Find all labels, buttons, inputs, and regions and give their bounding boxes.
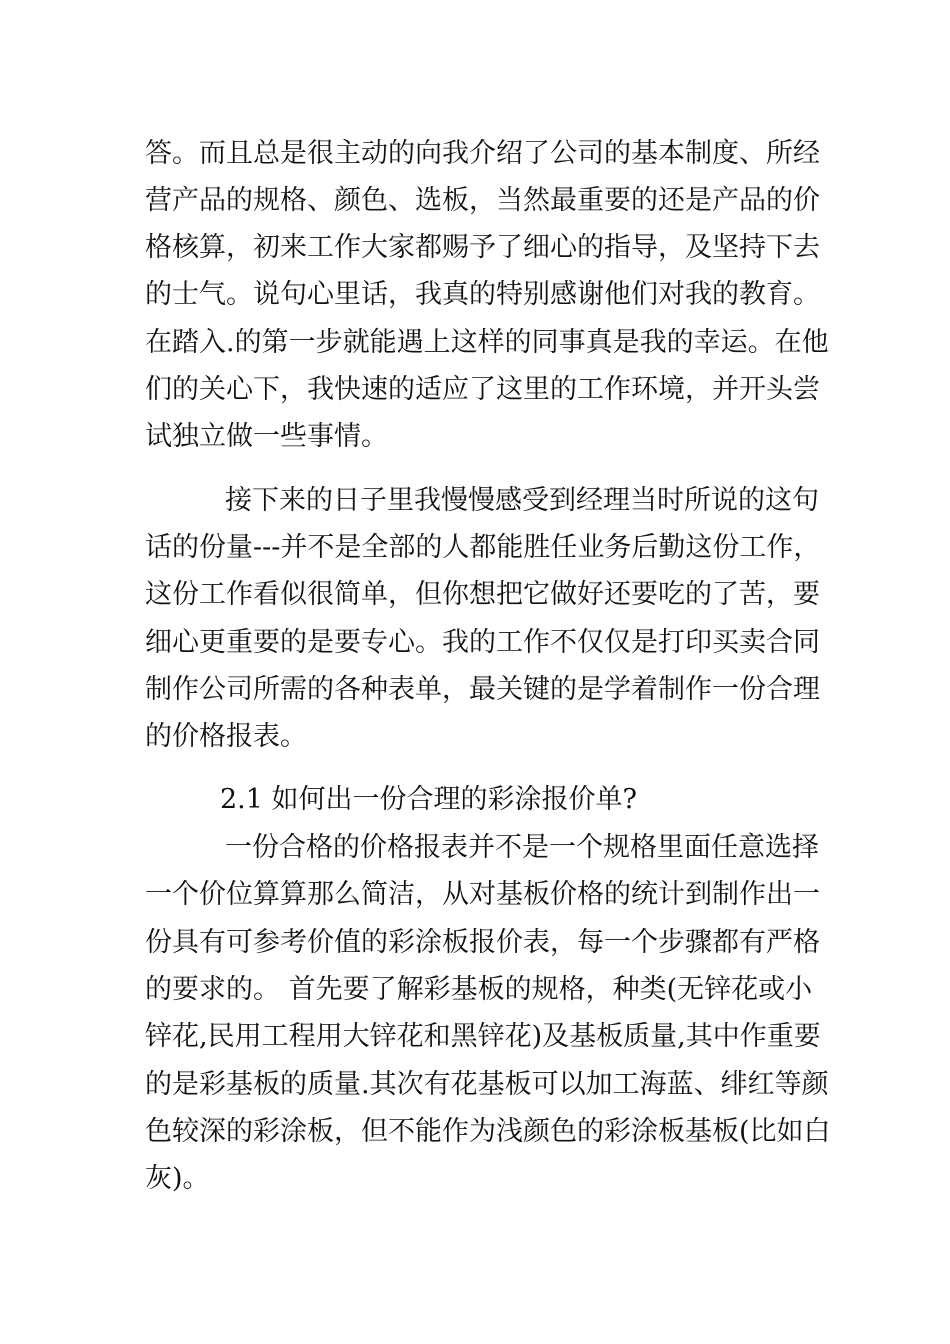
- text-line: 的要求的。 首先要了解彩基板的规格，种类(无锌花或小: [145, 974, 813, 1005]
- text-line: 试独立做一些事情。: [145, 421, 388, 452]
- text-line: 灰)。: [145, 1163, 210, 1194]
- text-line: 答。而且总是很主动的向我介绍了公司的基本制度、所经: [145, 138, 820, 169]
- text-line: 这份工作看似很简单，但你想把它做好还要吃的了苦，要: [145, 579, 820, 610]
- text-line: 份具有可参考价值的彩涂板报价表，每一个步骤都有严格: [145, 927, 820, 958]
- text-line: 锌花,民用工程用大锌花和黑锌花)及基板质量,其中作重要: [145, 1021, 821, 1052]
- text-line: 格核算，初来工作大家都赐予了细心的指导，及坚持下去: [145, 232, 820, 263]
- text-line: 话的份量---并不是全部的人都能胜任业务后勤这份工作，: [145, 532, 821, 563]
- text-line: 色较深的彩涂板，但不能作为浅颜色的彩涂板基板(比如白: [145, 1116, 831, 1147]
- text-line: 细心更重要的是要专心。我的工作不仅仅是打印买卖合同: [145, 627, 820, 658]
- text-line: 一份合格的价格报表并不是一个规格里面任意选择: [225, 832, 819, 863]
- text-line: 在踏入.的第一步就能遇上这样的同事真是我的幸运。在他: [145, 327, 829, 358]
- text-line: 接下来的日子里我慢慢感受到经理当时所说的这句: [225, 485, 819, 516]
- text-line: 的价格报表。: [145, 721, 307, 752]
- text-line: 营产品的规格、颜色、选板，当然最重要的还是产品的价: [145, 185, 820, 216]
- text-line: 制作公司所需的各种表单，最关键的是学着制作一份合理: [145, 674, 820, 705]
- text-line: 一个价位算算那么简洁，从对基板价格的统计到制作出一: [145, 879, 820, 910]
- section-heading: 2.1 如何出一份合理的彩涂报价单?: [220, 784, 637, 815]
- text-line: 们的关心下，我快速的适应了这里的工作环境，并开头尝: [145, 374, 820, 405]
- text-line: 的士气。说句心里话，我真的特别感谢他们对我的教育。: [145, 279, 820, 310]
- text-line: 的是彩基板的质量.其次有花基板可以加工海蓝、绯红等颜: [145, 1069, 829, 1100]
